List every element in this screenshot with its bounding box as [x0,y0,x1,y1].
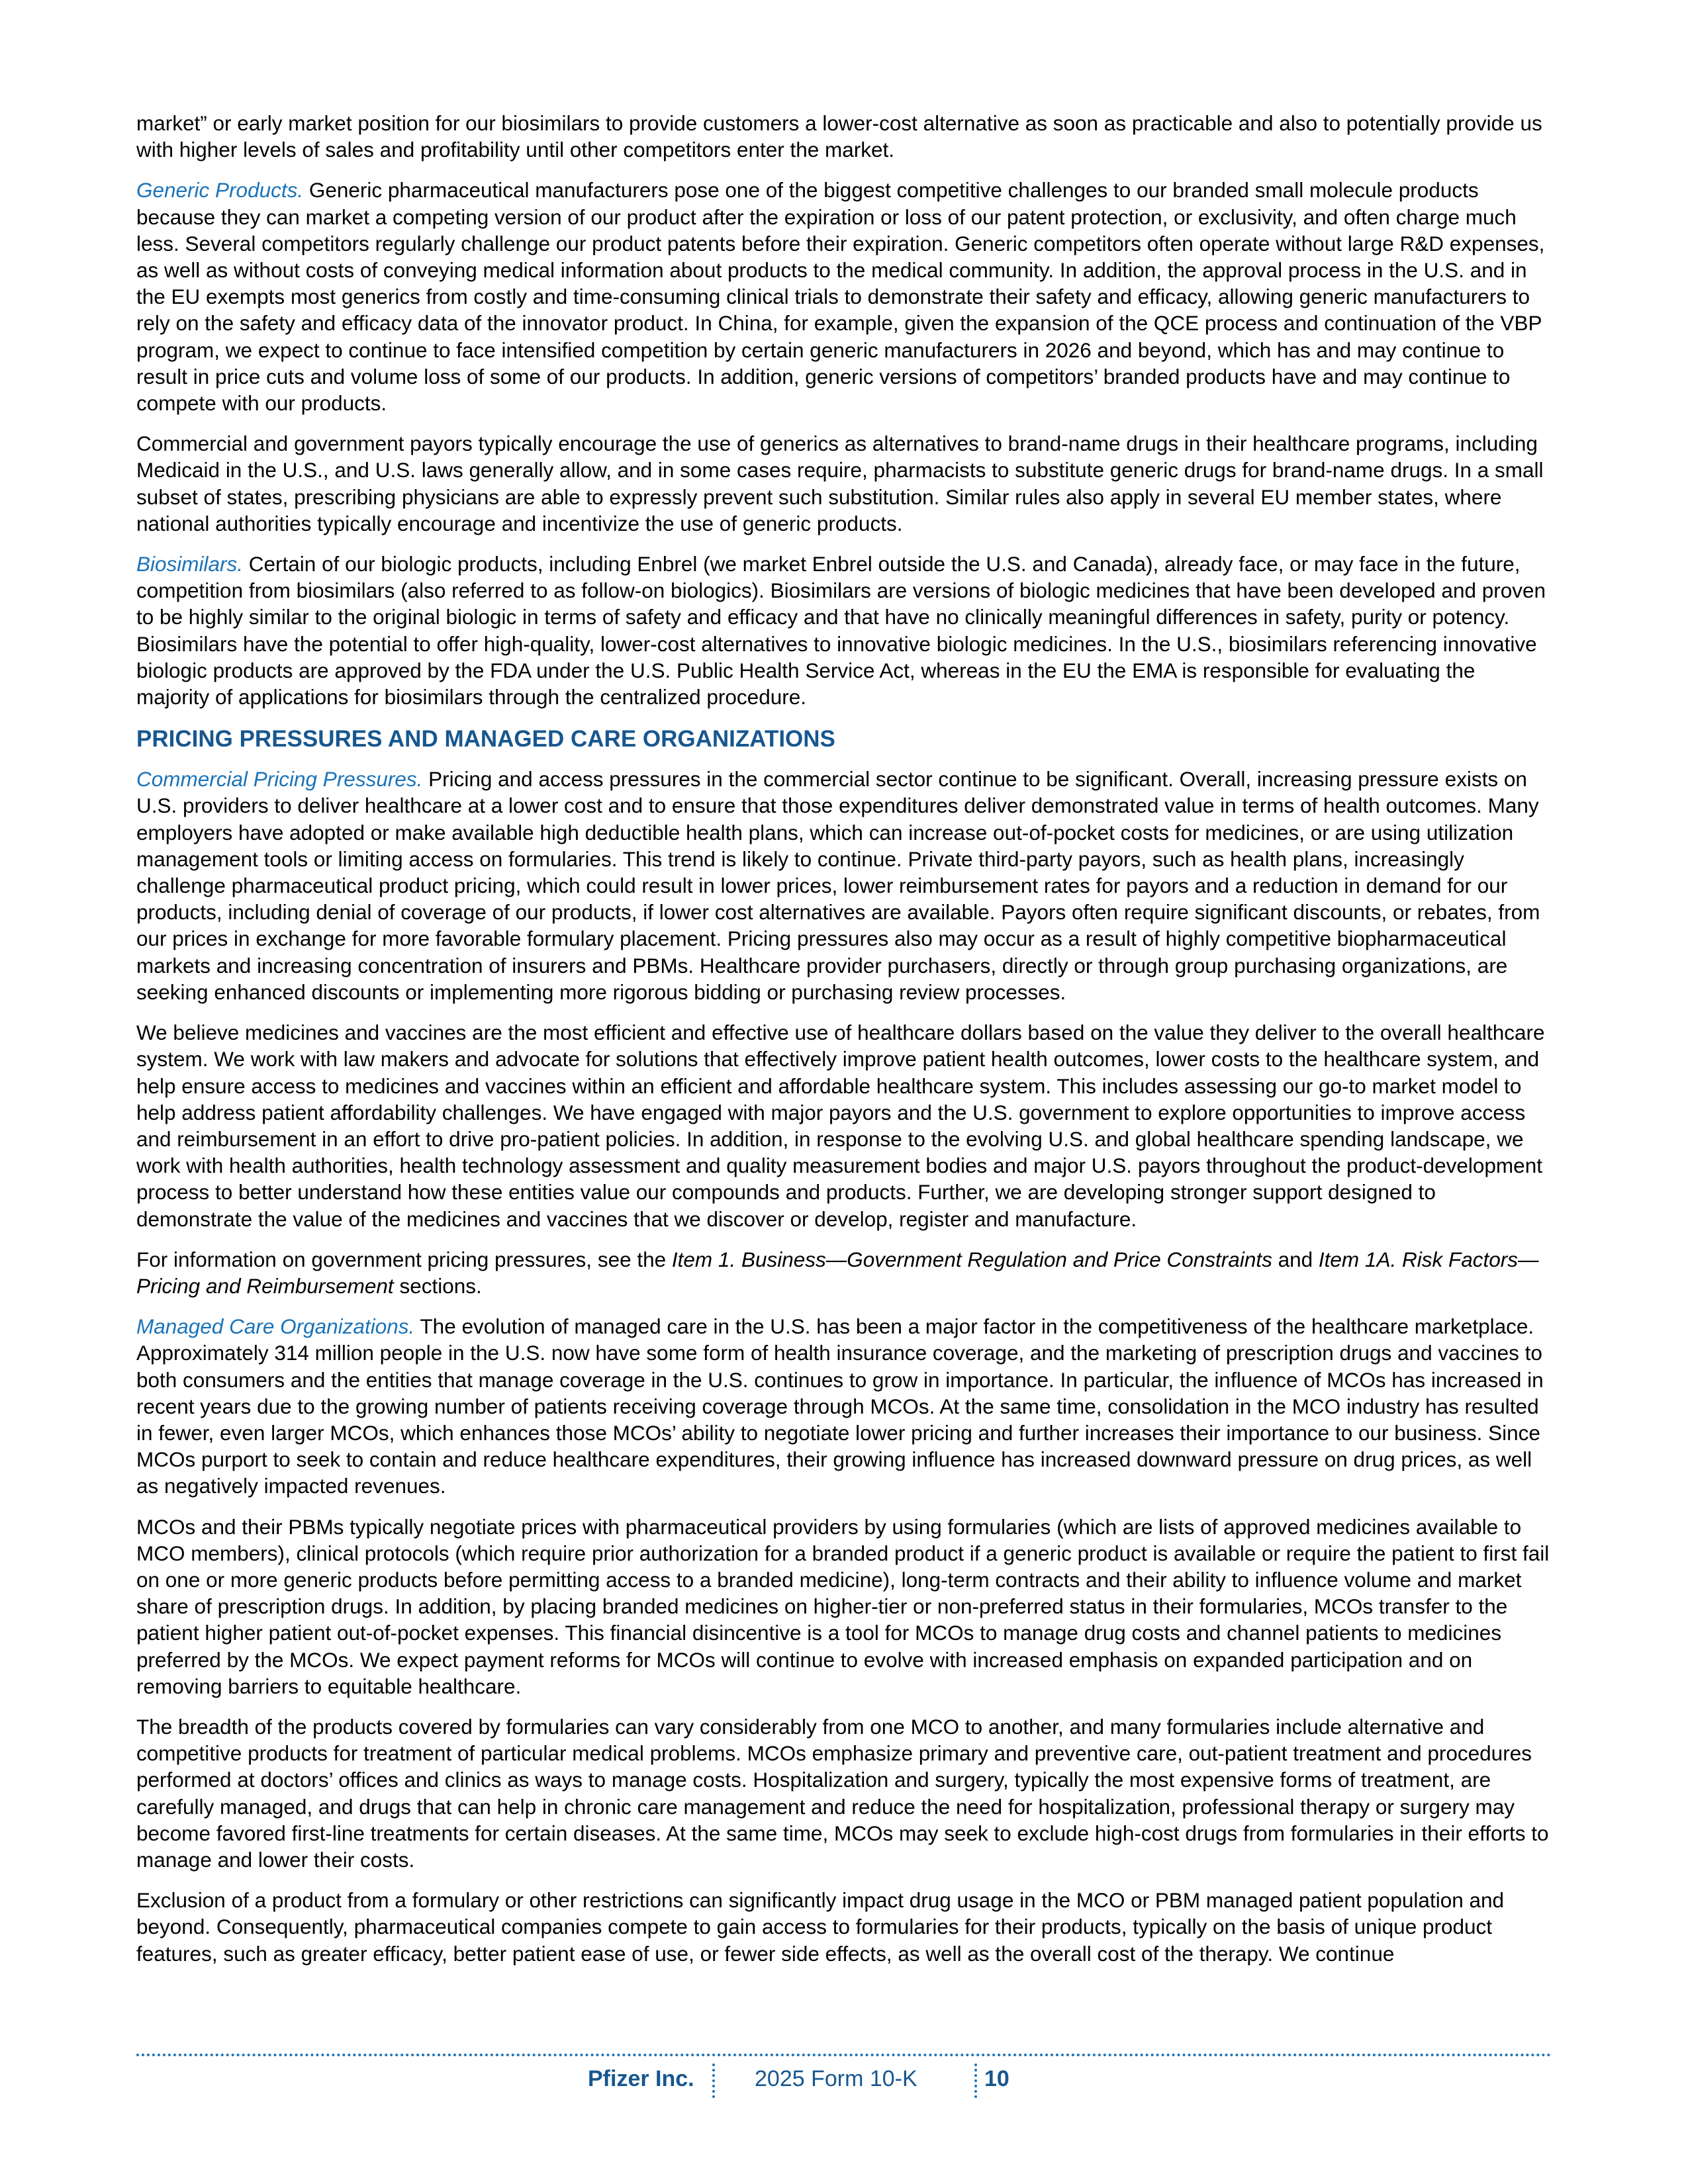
footer-divider [136,2054,1552,2056]
paragraph-generic-products [136,177,1552,416]
paragraph-value-of-medicines [136,1019,1552,1232]
paragraph-biosimilars [136,551,1552,710]
footer-company-name: Pfizer Inc. [588,2066,694,2091]
footer-page-number: 10 [984,2066,1009,2091]
paragraph-biosimilar-market-position [136,110,1552,163]
paragraph-text: The evolution of managed care in the U.S. has been a major factor in the competitiveness of the healthcare marketplace. Approximately 314 million people in the U.S. now have some form of health insurance coverage, and the marketing of prescription drugs and vaccines to both consumers and the entities that manage coverage in the U.S. continues to grow in importance. In particular, the influence of MCOs has increased in recent years due to the growing number of patients receiving coverage through MCOs. At the same time, consolidation in the MCO industry has resulted in fewer, even larger MCOs, which enhances those MCOs’ ability to negotiate lower pricing and further increases their importance to our business. Since MCOs purport to seek to contain and reduce healthcare expenditures, their growing influence has increased downward pressure on drug prices, as well as negatively impacted revenues. [136,1314,1544,1498]
paragraph-text: Generic pharmaceutical manufacturers pose one of the biggest competitive challenges to our branded small molecule products because they can market a competing version of our product after the expiration or loss of our patent protection, or exclusivity, and often charge much less. Several competitors regularly challenge our product patents before their expiration. Generic competitors often operate without large R&D expenses, as well as without costs of conveying medical information about products to the medical community. In addition, the approval process in the U.S. and in the EU exempts most generics from costly and time-consuming clinical trials to demonstrate their safety and efficacy, allowing generic manufacturers to rely on the safety and efficacy data of the innovator product. In China, for example, given the expansion of the QCE process and continuation of the VBP program, we expect to continue to face intensified competition by certain generic manufacturers in 2026 and beyond, which has and may continue to result in price cuts and volume loss of some of our products. In addition, generic versions of competitors’ branded products have and may continue to compete with our products. [136,178,1545,416]
run-in-heading-generic-products: Generic Products. [136,178,304,203]
paragraph-text: Pricing and access pressures in the commercial sector continue to be significant. Overall, increasing pressure exists on U.S. providers to deliver healthcare at a lower cost and to ensure that those expenditures deliver demonstrated value in terms of health outcomes. Many employers have adopted or make available high deductible health plans, which can increase out-of-pocket costs for medicines, or are using utilization management tools or limiting access on formularies. This trend is likely to continue. Private third-party payors, such as health plans, increasingly challenge pharmaceutical product pricing, which could result in lower prices, lower reimbursement rates for payors and a reduction in demand for our products, including denial of coverage of our products, if lower cost alternatives are available. Payors often require significant discounts, or rebates, from our prices in exchange for more favorable formulary placement. Pricing pressures also may occur as a result of highly competitive biopharmaceutical markets and increasing concentration of insurers and PBMs. Healthcare provider purchasers, directly or through group purchasing organizations, are seeking enhanced discounts or implementing more rigorous bidding or purchasing review processes. [136,767,1540,1004]
cross-reference-risk-factors: Item 1A. Risk Factors—Pricing and Reimbursement [136,1247,1539,1298]
page-footer [0,2062,1688,2102]
section-heading-pricing-pressures: PRICING PRESSURES AND MANAGED CARE ORGANIZATIONS [136,726,835,752]
paragraph-text: We believe medicines and vaccines are the most efficient and effective use of healthcare dollars based on the value they deliver to the overall healthcare system. We work with law makers and advocate for solutions that effectively improve patient health outcomes, lower costs to the healthcare system, and help ensure access to medicines and vaccines within an efficient and affordable healthcare system. This includes assessing our go-to market model to help address patient affordability challenges. We have engaged with major payors and the U.S. government to explore opportunities to improve access and reimbursement in an effort to drive pro-patient policies. In addition, in response to the evolving U.S. and global healthcare spending landscape, we work with health authorities, health technology assessment and quality measurement bodies and major U.S. payors throughout the product-development process to better understand how these entities value our compounds and products. Further, we are developing stronger support designed to demonstrate the value of the medicines and vaccines that we discover or develop, register and manufacture. [136,1021,1545,1231]
paragraph-formulary-breadth [136,1713,1552,1873]
paragraph-text: The breadth of the products covered by formularies can vary considerably from one MCO to another, and many formularies include alternative and competitive products for treatment of particular medical problems. MCOs emphasize primary and preventive care, out-patient treatment and procedures performed at doctors’ offices and clinics as ways to manage costs. Hospitalization and surgery, typically the most expensive forms of treatment, are carefully managed, and drugs that can help in chronic care management and reduce the need for hospitalization, professional therapy or surgery may become favored first-line treatments for certain diseases. At the same time, MCOs may seek to exclude high-cost drugs from formularies in their efforts to manage and lower their costs. [136,1714,1549,1872]
paragraph-text: For information on government pricing pressures, see the [136,1247,672,1271]
paragraph-text: and [1272,1247,1319,1271]
paragraph-text: Certain of our biologic products, including Enbrel (we market Enbrel outside the U.S. and Canada), already face, or may face in the future, competition from biosimilars (also referred to as follow-on biologics). Biosimilars are versions of biologic medicines that have been developed and proven to be highly similar to the original biologic in terms of safety and efficacy and that have no clinically meaningful differences in safety, purity or potency. Biosimilars have the potential to offer high-quality, lower-cost alternatives to innovative biologic medicines. In the U.S., biosimilars referencing innovative biologic products are approved by the FDA under the U.S. Public Health Service Act, whereas in the EU the EMA is responsible for evaluating the majority of applications for biosimilars through the centralized procedure. [136,552,1546,709]
footer-form-name: 2025 Form 10-K [755,2066,917,2091]
paragraph-managed-care-organizations [136,1313,1552,1499]
paragraph-payors-generics [136,430,1552,537]
paragraph-text: Exclusion of a product from a formulary or other restrictions can significantly impact drug usage in the MCO or PBM managed patient population and beyond. Consequently, pharmaceutical companies compete to gain access to formularies for their products, typically on the basis of unique product features, such as greater efficacy, better patient ease of use, or fewer side effects, as well as the overall cost of the therapy. We continue [136,1888,1505,1966]
paragraph-text: MCOs and their PBMs typically negotiate prices with pharmaceutical providers by using formularies (which are lists of approved medicines available to MCO members), clinical protocols (which require prior authorization for a branded product if a generic product is available or require the patient to first fail on one or more generic products before permitting access to a branded medicine), long-term contracts and their ability to influence volume and market share of prescription drugs. In addition, by placing branded medicines on higher-tier or non-preferred status in their formularies, MCOs transfer to the patient higher patient out-of-pocket expenses. This financial disincentive is a tool for MCOs to manage drug costs and channel patients to medicines preferred by the MCOs. We expect payment reforms for MCOs will continue to evolve with increased emphasis on expanded participation and on removing barriers to equitable healthcare. [136,1514,1550,1698]
paragraph-commercial-pricing-pressures [136,766,1552,1005]
run-in-heading-commercial-pricing: Commercial Pricing Pressures. [136,767,423,792]
paragraph-text: Commercial and government payors typically encourage the use of generics as alternatives to brand-name drugs in their healthcare programs, including Medicaid in the U.S., and U.S. laws generally allow, and in some cases require, pharmacists to substitute generic drugs for brand-name drugs. In a small subset of states, prescribing physicians are able to expressly prevent such substitution. Similar rules also apply in several EU member states, where national authorities typically encourage and incentivize the use of generic products. [136,432,1544,535]
run-in-heading-managed-care: Managed Care Organizations. [136,1314,415,1339]
cross-reference-government-regulation: Item 1. Business—Government Regulation and Price Constraints [671,1247,1272,1271]
paragraph-text: sections. [393,1273,482,1298]
footer-separator [974,2064,977,2098]
paragraph-text: market” or early market position for our biosimilars to provide customers a lower-cost alternative as soon as practicable and also to potentially provide us with higher levels of sales and profitability until other competitors enter the market. [136,111,1542,162]
footer-separator [712,2064,715,2098]
paragraph-government-pricing-reference [136,1246,1552,1299]
page-body [136,110,1552,1981]
paragraph-mcos-pbms [136,1514,1552,1700]
run-in-heading-biosimilars: Biosimilars. [136,552,244,576]
paragraph-formulary-exclusion [136,1887,1552,1967]
